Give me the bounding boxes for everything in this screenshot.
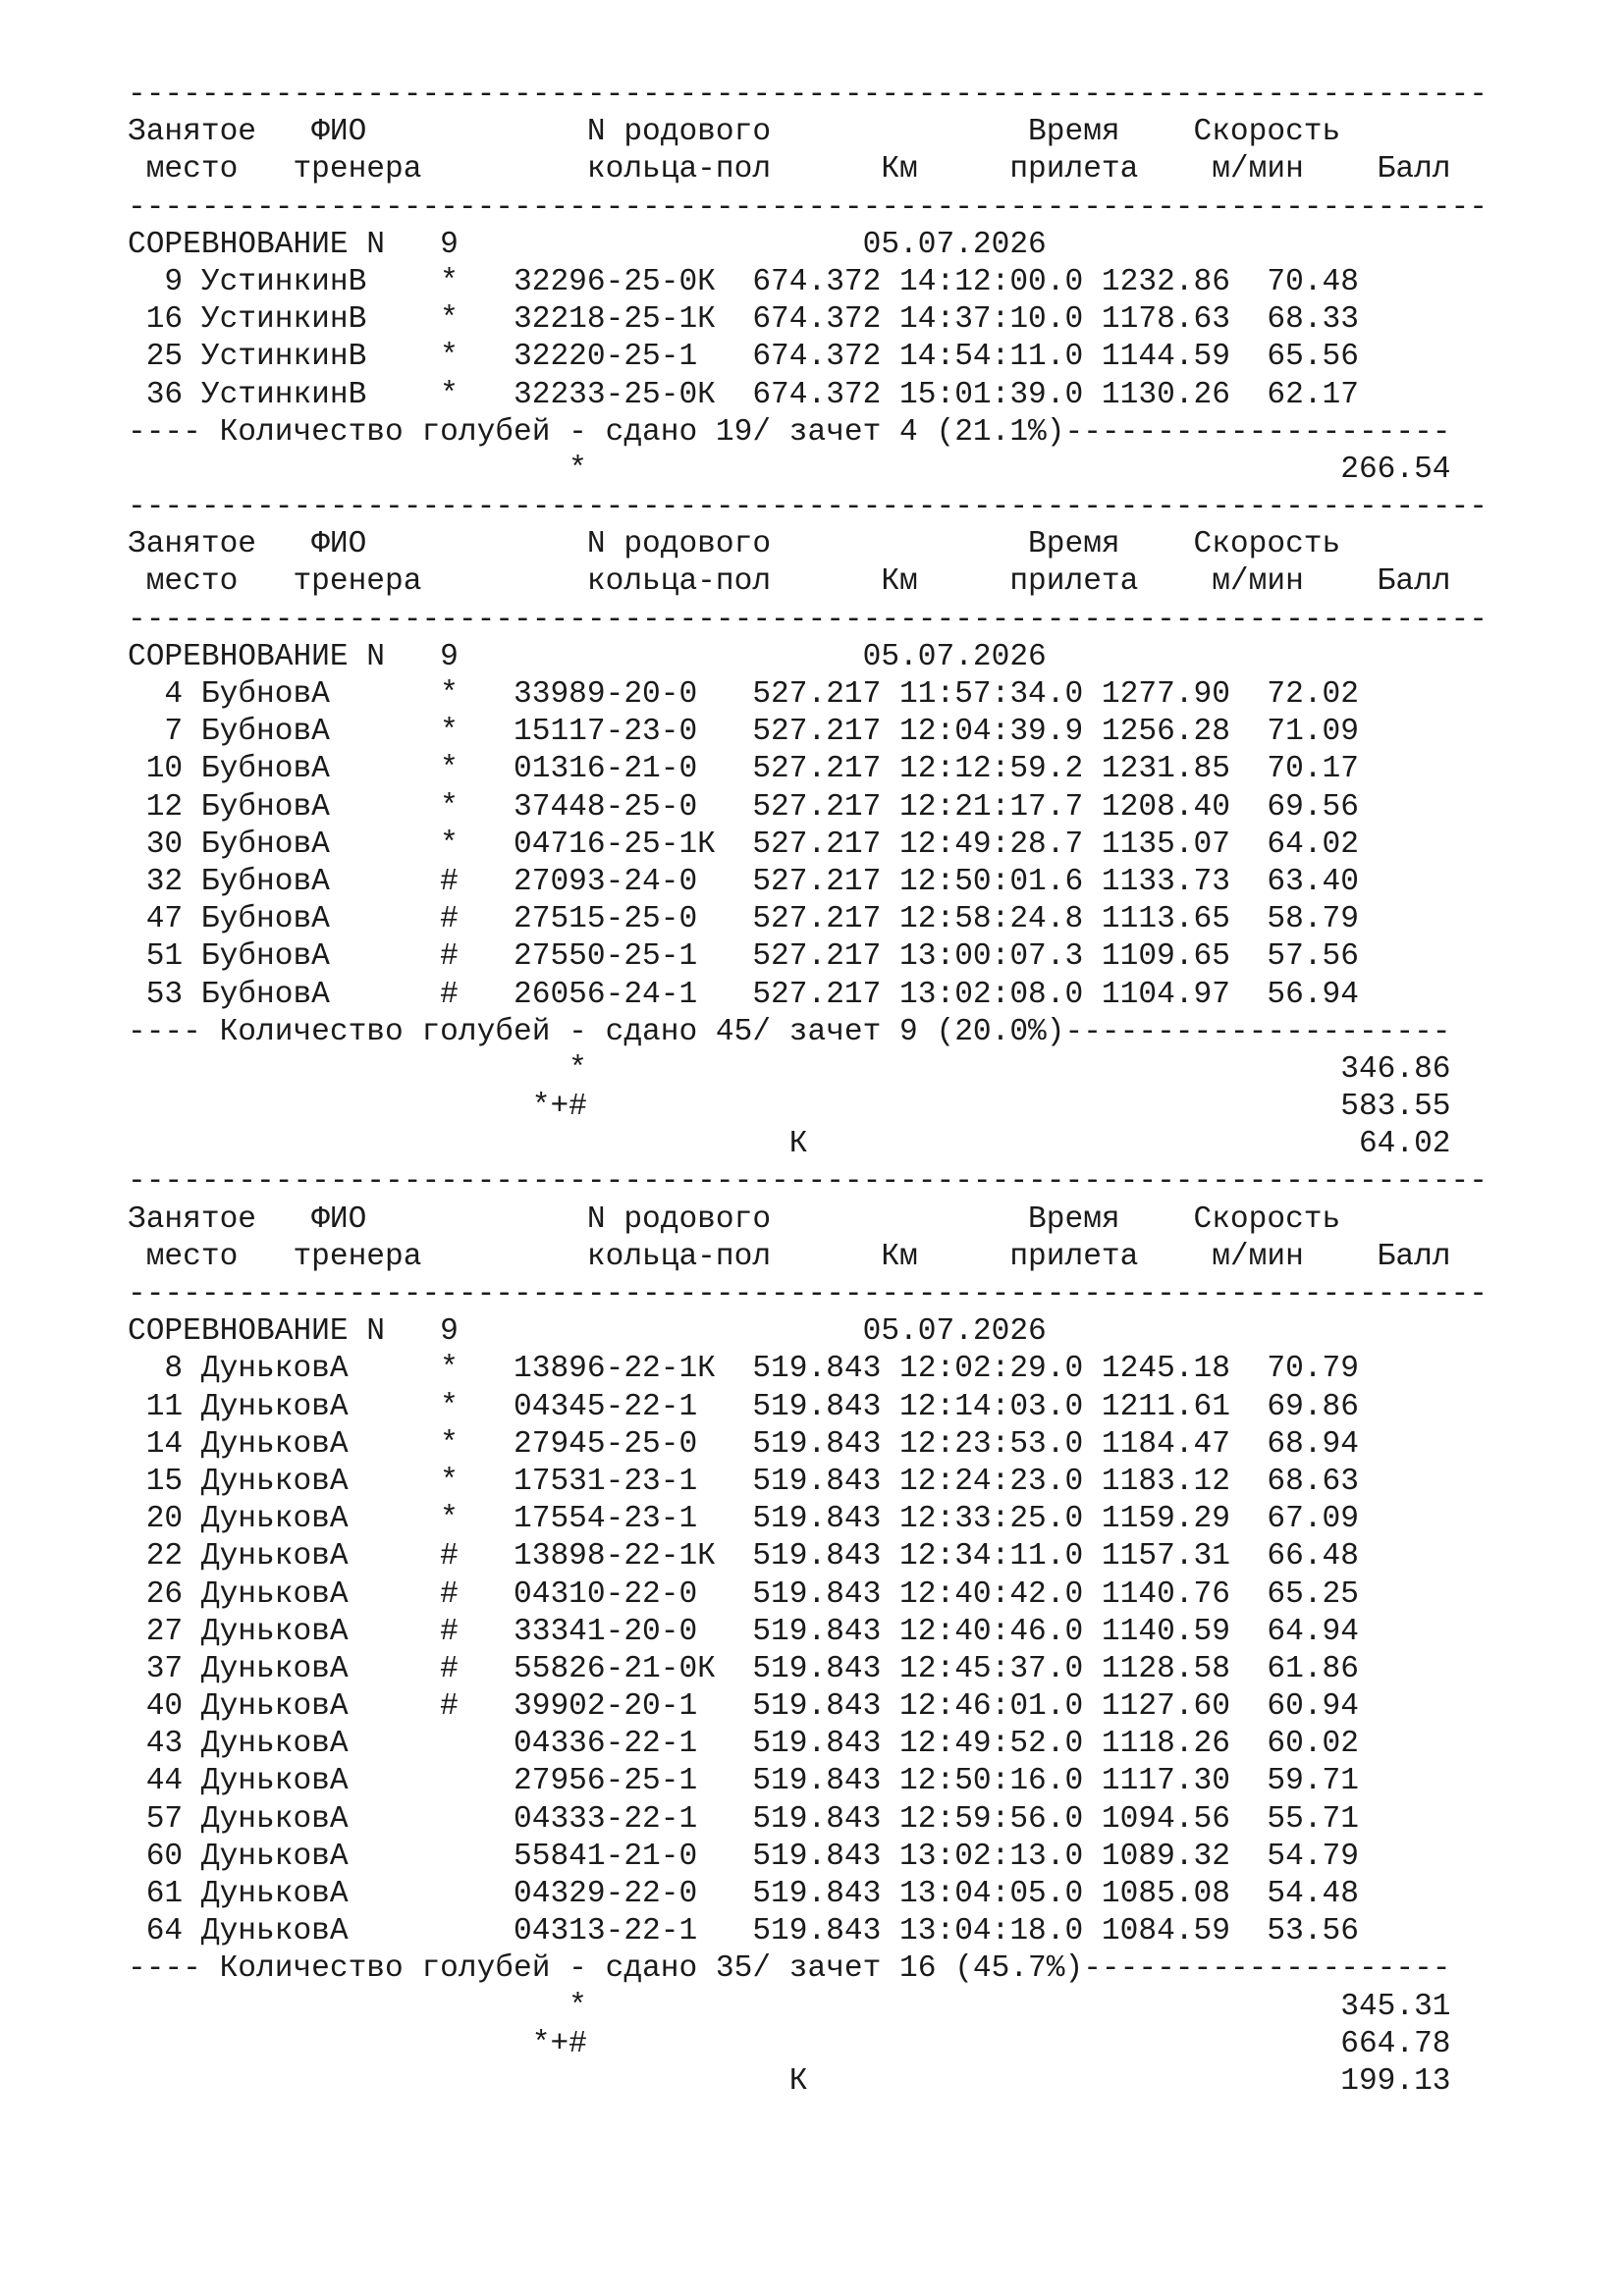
result-row: 8 ДуньковА * 13896-22-1К 519.843 12:02:29.0 1245.18 70.79 (128, 1352, 1359, 1387)
result-row: 43 ДуньковА 04336-22-1 519.843 12:49:52.0 1118.26 60.02 (128, 1727, 1359, 1762)
result-row: 27 ДуньковА # 33341-20-0 519.843 12:40:46.0 1140.59 64.94 (128, 1614, 1359, 1649)
result-row: 25 УстинкинВ * 32220-25-1 674.372 14:54:11.0 1144.59 65.56 (128, 340, 1359, 375)
column-header-line-1: Занятое ФИО N родового Время Скорость (128, 527, 1341, 562)
result-row: 53 БубновА # 26056-24-1 527.217 13:02:08.0 1104.97 56.94 (128, 977, 1359, 1012)
result-row: 30 БубновА * 04716-25-1К 527.217 12:49:28.7 1135.07 64.02 (128, 827, 1359, 862)
result-row: 51 БубновА # 27550-25-1 527.217 13:00:07.3 1109.65 57.56 (128, 939, 1359, 975)
total-line: *+# 664.78 (128, 2026, 1451, 2061)
result-row: 15 ДуньковА * 17531-23-1 519.843 12:24:23.0 1183.12 68.63 (128, 1464, 1359, 1499)
summary-line: ---- Количество голубей - сдано 19/ зачет 4 (21.1%)--------------------- (128, 414, 1451, 450)
result-row: 16 УстинкинВ * 32218-25-1К 674.372 14:37:10.0 1178.63 68.33 (128, 302, 1359, 338)
total-line: * 345.31 (128, 1989, 1451, 2024)
result-row: 61 ДуньковА 04329-22-0 519.843 13:04:05.0 1085.08 54.48 (128, 1877, 1359, 1911)
result-row: 12 БубновА * 37448-25-0 527.217 12:21:17.7 1208.40 69.56 (128, 789, 1359, 825)
separator-line: -------------------------------------------------------------------------- (128, 189, 1488, 225)
total-line: * 346.86 (128, 1051, 1451, 1087)
column-header-line-1: Занятое ФИО N родового Время Скорость (128, 1201, 1341, 1237)
summary-line: ---- Количество голубей - сдано 45/ зачет 9 (20.0%)--------------------- (128, 1014, 1451, 1049)
result-row: 20 ДуньковА * 17554-23-1 519.843 12:33:25.0 1159.29 67.09 (128, 1502, 1359, 1537)
result-row: 7 БубновА * 15117-23-0 527.217 12:04:39.9 1256.28 71.09 (128, 715, 1359, 750)
result-row: 26 ДуньковА # 04310-22-0 519.843 12:40:42.0 1140.76 65.25 (128, 1576, 1359, 1612)
total-line: К 64.02 (128, 1127, 1451, 1162)
result-row: 22 ДуньковА # 13898-22-1К 519.843 12:34:11.0 1157.31 66.48 (128, 1539, 1359, 1575)
result-row: 60 ДуньковА 55841-21-0 519.843 13:02:13.0 1089.32 54.79 (128, 1839, 1359, 1874)
separator-line: -------------------------------------------------------------------------- (128, 78, 1488, 112)
result-row: 9 УстинкинВ * 32296-25-0К 674.372 14:12:00.0 1232.86 70.48 (128, 264, 1359, 299)
total-line: К 199.13 (128, 2063, 1451, 2099)
total-line: * 266.54 (128, 452, 1451, 487)
result-row: 37 ДуньковА # 55826-21-0К 519.843 12:45:37.0 1128.58 61.86 (128, 1651, 1359, 1686)
result-row: 4 БубновА * 33989-20-0 527.217 11:57:34.0 1277.90 72.02 (128, 677, 1359, 712)
result-row: 57 ДуньковА 04333-22-1 519.843 12:59:56.0 1094.56 55.71 (128, 1801, 1359, 1837)
result-row: 36 УстинкинВ * 32233-25-0К 674.372 15:01:39.0 1130.26 62.17 (128, 377, 1359, 412)
result-row: 40 ДуньковА # 39902-20-1 519.843 12:46:01.0 1127.60 60.94 (128, 1689, 1359, 1725)
results-report (128, 77, 1488, 2101)
separator-line: -------------------------------------------------------------------------- (128, 602, 1488, 637)
competition-line: СОРЕВНОВАНИЕ N 9 05.07.2026 (128, 227, 1047, 262)
column-header-line-2: место тренера кольца-пол Км прилета м/мин Балл (128, 564, 1451, 600)
column-header-line-2: место тренера кольца-пол Км прилета м/мин Балл (128, 1239, 1451, 1274)
result-row: 14 ДуньковА * 27945-25-0 519.843 12:23:53.0 1184.47 68.94 (128, 1426, 1359, 1462)
summary-line: ---- Количество голубей - сдано 35/ зачет 16 (45.7%)-------------------- (128, 1951, 1451, 1987)
total-line: *+# 583.55 (128, 1090, 1451, 1125)
separator-line: -------------------------------------------------------------------------- (128, 490, 1488, 525)
column-header-line-1: Занятое ФИО N родового Время Скорость (128, 115, 1341, 150)
result-row: 11 ДуньковА * 04345-22-1 519.843 12:14:03.0 1211.61 69.86 (128, 1389, 1359, 1424)
column-header-line-2: место тренера кольца-пол Км прилета м/мин Балл (128, 152, 1451, 187)
result-row: 44 ДуньковА 27956-25-1 519.843 12:50:16.0 1117.30 59.71 (128, 1764, 1359, 1799)
separator-line: -------------------------------------------------------------------------- (128, 1164, 1488, 1200)
competition-line: СОРЕВНОВАНИЕ N 9 05.07.2026 (128, 1314, 1047, 1350)
result-row: 32 БубновА # 27093-24-0 527.217 12:50:01.6 1133.73 63.40 (128, 864, 1359, 899)
result-row: 64 ДуньковА 04313-22-1 519.843 13:04:18.0 1084.59 53.56 (128, 1914, 1359, 1949)
separator-line: -------------------------------------------------------------------------- (128, 1277, 1488, 1311)
competition-line: СОРЕВНОВАНИЕ N 9 05.07.2026 (128, 639, 1047, 674)
result-row: 10 БубновА * 01316-21-0 527.217 12:12:59.2 1231.85 70.17 (128, 752, 1359, 787)
result-row: 47 БубновА # 27515-25-0 527.217 12:58:24.8 1113.65 58.79 (128, 902, 1359, 937)
